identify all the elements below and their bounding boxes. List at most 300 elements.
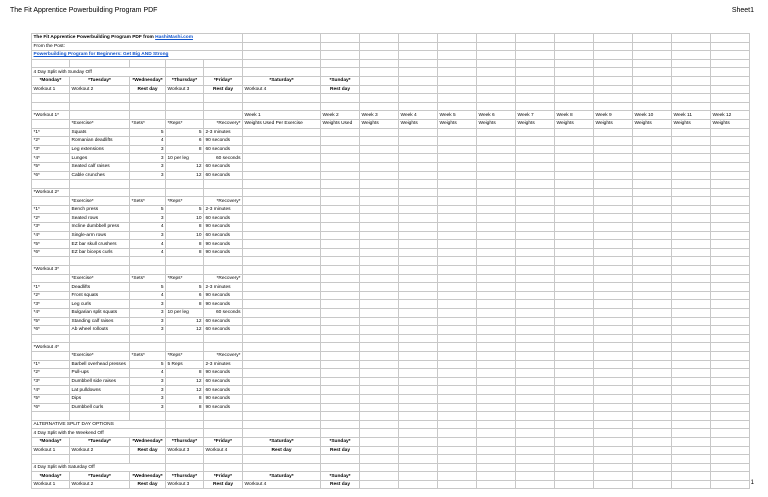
exercise-name: Dumbbell curls — [70, 403, 130, 412]
sheet-row — [32, 360, 750, 369]
empty-cell — [633, 102, 672, 111]
empty-cell — [438, 334, 477, 343]
empty-cell — [594, 283, 633, 292]
empty-cell — [672, 446, 711, 455]
empty-cell — [477, 300, 516, 309]
empty-cell — [438, 437, 477, 446]
empty-cell — [516, 403, 555, 412]
empty-cell — [711, 257, 750, 266]
empty-cell — [594, 369, 633, 378]
empty-cell — [594, 437, 633, 446]
empty-cell — [243, 351, 321, 360]
empty-cell — [360, 205, 399, 214]
empty-cell — [243, 266, 321, 275]
empty-cell — [672, 300, 711, 309]
empty-cell — [321, 51, 360, 60]
sheet-row — [32, 119, 750, 128]
exercise-header: *Exercise* — [70, 119, 130, 128]
sheet-row — [32, 334, 750, 343]
empty-cell — [360, 283, 399, 292]
empty-cell — [130, 188, 166, 197]
day-plan: Workout 1 — [32, 446, 70, 455]
sheet-row — [32, 205, 750, 214]
day-header: *Friday* — [204, 76, 243, 85]
empty-cell — [672, 386, 711, 395]
exercise-number: *5* — [32, 394, 70, 403]
day-header: *Sunday* — [321, 437, 360, 446]
empty-cell — [321, 197, 360, 206]
empty-cell — [204, 455, 243, 464]
empty-cell — [516, 76, 555, 85]
empty-cell — [711, 51, 750, 60]
intro-title-text: The Fit Apprentice Powerbuilding Program PDF from — [33, 35, 156, 41]
empty-cell — [711, 283, 750, 292]
empty-cell — [360, 429, 399, 438]
page-number: 1 — [750, 480, 754, 486]
empty-cell — [477, 480, 516, 489]
exercise-recovery: 2-3 minutes — [204, 283, 243, 292]
empty-cell — [243, 429, 321, 438]
reps-header: *Reps* — [166, 274, 204, 283]
empty-cell — [360, 360, 399, 369]
exercise-sets: 4 — [130, 248, 166, 257]
sheet-row — [32, 42, 750, 51]
day-plan: Rest day — [204, 85, 243, 94]
empty-cell — [321, 351, 360, 360]
empty-cell — [321, 94, 360, 103]
exercise-number: *2* — [32, 291, 70, 300]
sheet-row — [32, 214, 750, 223]
empty-cell — [321, 223, 360, 232]
empty-cell — [438, 68, 477, 77]
empty-cell — [32, 94, 70, 103]
empty-cell — [166, 334, 204, 343]
exercise-number: *1* — [32, 128, 70, 137]
exercise-name: Bulgarian split squats — [70, 309, 130, 318]
empty-cell — [204, 266, 243, 275]
empty-cell — [243, 317, 321, 326]
exercise-recovery: 2-3 minutes — [204, 360, 243, 369]
empty-cell — [360, 154, 399, 163]
empty-cell — [672, 205, 711, 214]
empty-cell — [594, 197, 633, 206]
empty-cell — [243, 309, 321, 318]
empty-cell — [633, 240, 672, 249]
empty-cell — [399, 291, 438, 300]
from-post-label: From the Post: — [32, 42, 243, 51]
empty-cell — [594, 326, 633, 335]
exercise-reps: 12 — [166, 326, 204, 335]
empty-cell — [399, 188, 438, 197]
empty-cell — [399, 472, 438, 481]
empty-cell — [321, 463, 360, 472]
empty-cell — [711, 377, 750, 386]
empty-cell — [633, 309, 672, 318]
empty-cell — [477, 283, 516, 292]
reps-header: *Reps* — [166, 197, 204, 206]
empty-cell — [360, 68, 399, 77]
empty-cell — [711, 480, 750, 489]
empty-cell — [32, 180, 70, 189]
empty-cell — [555, 394, 594, 403]
exercise-recovery: 60 seconds — [204, 317, 243, 326]
empty-cell — [633, 205, 672, 214]
empty-cell — [594, 34, 633, 43]
empty-cell — [438, 274, 477, 283]
empty-cell — [321, 309, 360, 318]
empty-cell — [204, 102, 243, 111]
exercise-number: *3* — [32, 223, 70, 232]
empty-cell — [321, 300, 360, 309]
exercise-recovery: 90 seconds — [204, 394, 243, 403]
empty-cell — [516, 386, 555, 395]
exercise-recovery: 60 seconds — [204, 145, 243, 154]
exercise-recovery: 90 seconds — [204, 240, 243, 249]
empty-cell — [321, 231, 360, 240]
exercise-name: Bench press — [70, 205, 130, 214]
exercise-sets: 3 — [130, 386, 166, 395]
empty-cell — [555, 102, 594, 111]
exercise-number: *6* — [32, 403, 70, 412]
empty-cell — [594, 394, 633, 403]
empty-cell — [399, 162, 438, 171]
empty-cell — [477, 145, 516, 154]
empty-cell — [477, 42, 516, 51]
empty-cell — [711, 248, 750, 257]
exercise-reps: 6 — [166, 291, 204, 300]
sets-header: *Sets* — [130, 351, 166, 360]
post-link[interactable]: Powerbuilding Program for Beginners: Get Big AND Strong — [32, 51, 243, 60]
empty-cell — [633, 248, 672, 257]
empty-cell — [399, 394, 438, 403]
exercise-reps: 10 — [166, 231, 204, 240]
sheet-row — [32, 343, 750, 352]
empty-cell — [438, 154, 477, 163]
empty-cell — [555, 360, 594, 369]
empty-cell — [633, 188, 672, 197]
empty-cell — [633, 128, 672, 137]
empty-cell — [711, 300, 750, 309]
empty-cell — [594, 102, 633, 111]
empty-cell — [633, 317, 672, 326]
empty-cell — [594, 309, 633, 318]
exercise-header: *Exercise* — [70, 351, 130, 360]
empty-cell — [516, 94, 555, 103]
empty-cell — [70, 334, 130, 343]
empty-cell — [477, 369, 516, 378]
empty-cell — [32, 334, 70, 343]
empty-cell — [555, 257, 594, 266]
empty-cell — [243, 154, 321, 163]
empty-cell — [360, 188, 399, 197]
exercise-number: *6* — [32, 248, 70, 257]
empty-cell — [594, 300, 633, 309]
empty-cell — [360, 266, 399, 275]
sheet-row — [32, 455, 750, 464]
empty-cell — [438, 102, 477, 111]
exercise-recovery: 90 seconds — [204, 223, 243, 232]
day-plan: Rest day — [130, 446, 166, 455]
empty-cell — [399, 266, 438, 275]
exercise-number: *6* — [32, 326, 70, 335]
empty-cell — [399, 205, 438, 214]
empty-cell — [555, 326, 594, 335]
empty-cell — [360, 76, 399, 85]
empty-cell — [243, 300, 321, 309]
recovery-header: *Recovery* — [204, 119, 243, 128]
week-header: Week 5 — [438, 111, 477, 120]
day-header: *Wednesday* — [130, 437, 166, 446]
empty-cell — [711, 231, 750, 240]
empty-cell — [204, 68, 243, 77]
empty-cell — [633, 34, 672, 43]
exercise-recovery: 90 seconds — [204, 300, 243, 309]
sheet-row — [32, 180, 750, 189]
empty-cell — [633, 343, 672, 352]
empty-cell — [594, 412, 633, 421]
empty-cell — [243, 68, 321, 77]
empty-cell — [633, 377, 672, 386]
empty-cell — [477, 394, 516, 403]
exercise-reps: 12 — [166, 317, 204, 326]
exercise-reps: 12 — [166, 162, 204, 171]
exercise-recovery: 60 seconds — [204, 154, 243, 163]
exercise-number: *5* — [32, 317, 70, 326]
empty-cell — [438, 480, 477, 489]
day-plan: Rest day — [321, 85, 360, 94]
empty-cell — [633, 197, 672, 206]
empty-cell — [243, 343, 321, 352]
day-plan: Workout 4 — [204, 446, 243, 455]
empty-cell — [321, 394, 360, 403]
empty-cell — [711, 94, 750, 103]
empty-cell — [477, 51, 516, 60]
empty-cell — [477, 412, 516, 421]
empty-cell — [321, 317, 360, 326]
sheet-row — [32, 412, 750, 421]
empty-cell — [555, 94, 594, 103]
week-header: Week 6 — [477, 111, 516, 120]
empty-cell — [594, 274, 633, 283]
empty-cell — [711, 274, 750, 283]
empty-cell — [399, 145, 438, 154]
split-title: 4 Day Split with Sunday Off — [32, 68, 166, 77]
empty-cell — [516, 51, 555, 60]
empty-cell — [633, 394, 672, 403]
empty-cell — [594, 334, 633, 343]
empty-cell — [438, 162, 477, 171]
day-header: *Saturday* — [243, 76, 321, 85]
empty-cell — [555, 283, 594, 292]
empty-cell — [166, 180, 204, 189]
empty-cell — [672, 274, 711, 283]
empty-cell — [594, 266, 633, 275]
empty-cell — [633, 154, 672, 163]
sheet-row — [32, 128, 750, 137]
empty-cell — [360, 240, 399, 249]
sheet-row — [32, 240, 750, 249]
exercise-reps: 5 — [166, 205, 204, 214]
cell — [32, 351, 70, 360]
empty-cell — [633, 231, 672, 240]
empty-cell — [360, 386, 399, 395]
empty-cell — [516, 463, 555, 472]
sheet-row — [32, 266, 750, 275]
exercise-name: Standing calf raises — [70, 317, 130, 326]
empty-cell — [166, 68, 204, 77]
empty-cell — [672, 162, 711, 171]
empty-cell — [594, 343, 633, 352]
empty-cell — [633, 180, 672, 189]
empty-cell — [516, 274, 555, 283]
empty-cell — [633, 68, 672, 77]
empty-cell — [633, 94, 672, 103]
empty-cell — [711, 437, 750, 446]
empty-cell — [32, 257, 70, 266]
empty-cell — [477, 59, 516, 68]
day-plan: Workout 2 — [70, 480, 130, 489]
empty-cell — [360, 51, 399, 60]
sets-header: *Sets* — [130, 274, 166, 283]
empty-cell — [438, 343, 477, 352]
exercise-sets: 3 — [130, 231, 166, 240]
empty-cell — [399, 42, 438, 51]
day-header: *Monday* — [32, 472, 70, 481]
empty-cell — [555, 429, 594, 438]
empty-cell — [360, 137, 399, 146]
exercise-number: *4* — [32, 154, 70, 163]
empty-cell — [516, 34, 555, 43]
day-header: *Sunday* — [321, 76, 360, 85]
empty-cell — [672, 188, 711, 197]
empty-cell — [70, 102, 130, 111]
sheet-row — [32, 188, 750, 197]
empty-cell — [399, 94, 438, 103]
empty-cell — [516, 420, 555, 429]
exercise-sets: 3 — [130, 300, 166, 309]
empty-cell — [555, 68, 594, 77]
empty-cell — [321, 369, 360, 378]
empty-cell — [321, 145, 360, 154]
empty-cell — [711, 137, 750, 146]
empty-cell — [438, 283, 477, 292]
empty-cell — [516, 102, 555, 111]
empty-cell — [477, 257, 516, 266]
exercise-sets: 4 — [130, 137, 166, 146]
empty-cell — [555, 317, 594, 326]
empty-cell — [438, 248, 477, 257]
empty-cell — [399, 360, 438, 369]
empty-cell — [130, 94, 166, 103]
empty-cell — [360, 42, 399, 51]
empty-cell — [399, 377, 438, 386]
empty-cell — [555, 137, 594, 146]
empty-cell — [555, 128, 594, 137]
empty-cell — [438, 377, 477, 386]
empty-cell — [672, 34, 711, 43]
empty-cell — [633, 42, 672, 51]
hashimashi-link[interactable]: HashiMashi.com — [155, 35, 193, 41]
empty-cell — [477, 291, 516, 300]
week-header: Week 3 — [360, 111, 399, 120]
empty-cell — [204, 412, 243, 421]
empty-cell — [130, 266, 166, 275]
day-header: *Monday* — [32, 437, 70, 446]
empty-cell — [516, 446, 555, 455]
day-header: *Sunday* — [321, 472, 360, 481]
empty-cell — [399, 34, 438, 43]
exercise-sets: 3 — [130, 317, 166, 326]
week-header: Week 9 — [594, 111, 633, 120]
sheet-name: Sheet1 — [731, 7, 754, 14]
day-plan: Rest day — [130, 480, 166, 489]
empty-cell — [399, 455, 438, 464]
empty-cell — [516, 231, 555, 240]
exercise-sets: 3 — [130, 145, 166, 154]
empty-cell — [243, 455, 321, 464]
empty-cell — [516, 429, 555, 438]
empty-cell — [633, 360, 672, 369]
sheet-row — [32, 257, 750, 266]
day-plan: Workout 4 — [243, 85, 321, 94]
day-header: *Saturday* — [243, 437, 321, 446]
exercise-name: Romanian deadlifts — [70, 137, 130, 146]
empty-cell — [555, 180, 594, 189]
empty-cell — [672, 128, 711, 137]
sheet-row — [32, 291, 750, 300]
day-header: *Thursday* — [166, 76, 204, 85]
empty-cell — [516, 214, 555, 223]
empty-cell — [477, 429, 516, 438]
empty-cell — [360, 300, 399, 309]
empty-cell — [243, 180, 321, 189]
exercise-name: Seated rows — [70, 214, 130, 223]
empty-cell — [204, 463, 243, 472]
empty-cell — [594, 137, 633, 146]
split-title: 4 Day Split with Saturday Off — [32, 463, 166, 472]
empty-cell — [672, 403, 711, 412]
exercise-recovery: 90 seconds — [204, 291, 243, 300]
empty-cell — [711, 128, 750, 137]
empty-cell — [243, 102, 321, 111]
recovery-header: *Recovery* — [204, 197, 243, 206]
empty-cell — [594, 128, 633, 137]
empty-cell — [555, 455, 594, 464]
empty-cell — [438, 309, 477, 318]
empty-cell — [672, 360, 711, 369]
empty-cell — [672, 214, 711, 223]
empty-cell — [243, 386, 321, 395]
empty-cell — [711, 240, 750, 249]
empty-cell — [633, 326, 672, 335]
empty-cell — [594, 68, 633, 77]
empty-cell — [594, 248, 633, 257]
empty-cell — [399, 386, 438, 395]
empty-cell — [516, 85, 555, 94]
empty-cell — [516, 283, 555, 292]
empty-cell — [360, 309, 399, 318]
empty-cell — [70, 257, 130, 266]
reps-header: *Reps* — [166, 351, 204, 360]
empty-cell — [555, 309, 594, 318]
empty-cell — [399, 257, 438, 266]
empty-cell — [516, 257, 555, 266]
empty-cell — [477, 94, 516, 103]
empty-cell — [32, 102, 70, 111]
exercise-name: Front squats — [70, 291, 130, 300]
empty-cell — [399, 274, 438, 283]
exercise-reps: 5 — [166, 128, 204, 137]
